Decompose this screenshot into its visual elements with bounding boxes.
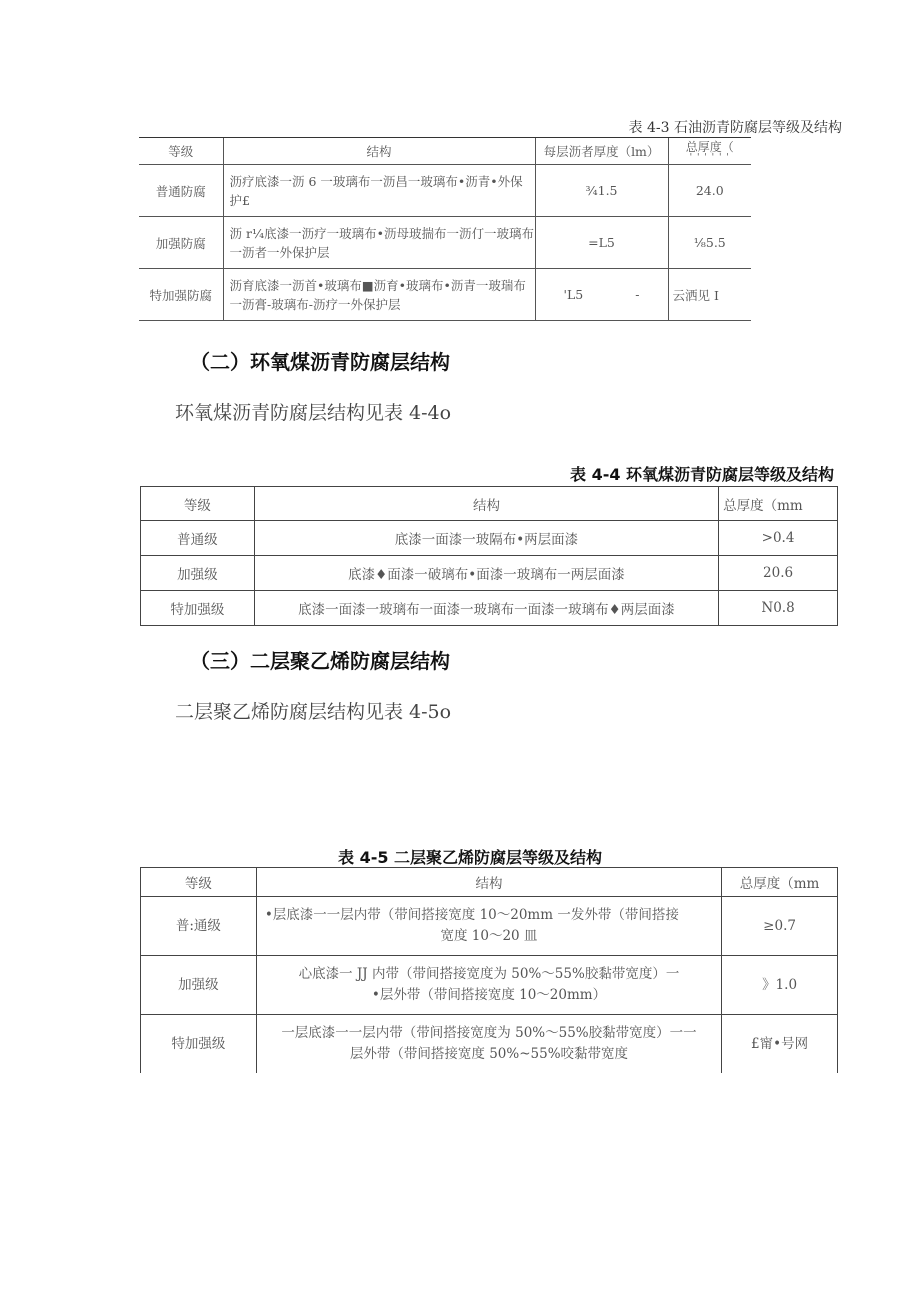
- grade-cell: 特加强级: [141, 1015, 257, 1074]
- structure-line-2: •层外带（带间搭接宽度 10～20mm）: [371, 987, 607, 1003]
- structure-line-1: 一层底漆一一层内带（带间搭接宽度为 50%～55%胶黏带宽度）一一: [281, 1025, 697, 1041]
- header-grade: 等级: [141, 868, 257, 897]
- layer-thickness-value: 'L5: [563, 287, 584, 302]
- structure-cell: [256, 956, 721, 1015]
- section-2-body: 环氧煤沥青防腐层结构见表 4-4o: [175, 402, 452, 424]
- table-row: [139, 217, 751, 269]
- structure-cell: 沥育底漆一沥首•玻璃布■沥育•玻璃布•沥青一玻瑞布一沥膏-玻璃布-沥疗一外保护层: [223, 269, 535, 321]
- grade-cell: 加强级: [141, 556, 255, 591]
- total-thickness-cell: 云洒见 I: [668, 269, 751, 321]
- section-2-heading: （二）环氧煤沥青防腐层结构: [190, 350, 450, 374]
- table-4-4-caption: 表 4-4 环氧煤沥青防腐层等级及结构: [570, 465, 835, 484]
- header-tick-marks: ' ' ' ' ' ': [689, 152, 730, 163]
- grade-cell: 普:通级: [141, 897, 257, 956]
- table-header-row: [141, 868, 838, 897]
- table-4-5: [140, 867, 838, 1073]
- layer-thickness-cell: ¾1.5: [535, 165, 668, 217]
- header-total-thickness: 总厚度（mm: [719, 487, 838, 521]
- table-row: [141, 956, 838, 1015]
- grade-cell: 特加强级: [141, 591, 255, 626]
- header-structure: 结构: [254, 487, 718, 521]
- header-layer-thickness: 每层沥者厚度（lm）: [535, 138, 668, 165]
- structure-cell: [256, 1015, 721, 1074]
- section-3-heading: （三）二层聚乙烯防腐层结构: [190, 649, 450, 673]
- table-row: [141, 591, 838, 626]
- header-total-thickness: [668, 138, 751, 165]
- section-3-body: 二层聚乙烯防腐层结构见表 4-5o: [175, 701, 452, 723]
- grade-cell: 普通防腐: [139, 165, 223, 217]
- total-thickness-cell: 》1.0: [722, 956, 838, 1015]
- structure-cell: 沥 r¼底漆一沥疗一玻璃布•沥母玻揣布一沥仃一玻璃布一沥者一外保护层: [223, 217, 535, 269]
- structure-cell: 底漆一面漆一玻璃布一面漆一玻璃布一面漆一玻璃布♦两层面漆: [254, 591, 718, 626]
- table-row: [141, 1015, 838, 1074]
- structure-cell: 底漆一面漆一玻隔布•两层面漆: [254, 521, 718, 556]
- structure-cell: [256, 897, 721, 956]
- total-thickness-cell: 24.0: [668, 165, 751, 217]
- header-structure: 结构: [223, 138, 535, 165]
- grade-cell: 加强防腐: [139, 217, 223, 269]
- table-4-4: [140, 486, 838, 626]
- structure-cell: 底漆♦面漆一破璃布•面漆一玻璃布一两层面漆: [254, 556, 718, 591]
- table-header-row: [139, 138, 751, 165]
- layer-thickness-cell: =L5: [535, 217, 668, 269]
- total-thickness-cell: >0.4: [719, 521, 838, 556]
- grade-cell: 普通级: [141, 521, 255, 556]
- table-row: [141, 897, 838, 956]
- header-total-thickness-label: 总厚度（: [685, 139, 734, 154]
- table-4-3-caption: 表 4-3 石油沥青防腐层等级及结构: [628, 120, 842, 136]
- structure-cell: 沥疗底漆一沥 6 一玻璃布一沥昌一玻璃布•沥青•外保护£: [223, 165, 535, 217]
- table-header-row: [141, 487, 838, 521]
- total-thickness-cell: £甯•号网: [722, 1015, 838, 1074]
- table-4-3: [139, 137, 751, 321]
- header-grade: 等级: [139, 138, 223, 165]
- layer-thickness-dash: -: [635, 287, 640, 302]
- table-4-5-caption: 表 4-5 二层聚乙烯防腐层等级及结构: [338, 848, 603, 867]
- total-thickness-cell: ≥0.7: [722, 897, 838, 956]
- total-thickness-cell: 20.6: [719, 556, 838, 591]
- header-grade: 等级: [141, 487, 255, 521]
- total-thickness-cell: ⅛5.5: [668, 217, 751, 269]
- table-row: [141, 521, 838, 556]
- table-row: [141, 556, 838, 591]
- header-total-thickness: 总厚度（mm: [722, 868, 838, 897]
- structure-line-2: 层外带（带间搭接宽度 50%~55%咬黏带宽度: [349, 1046, 629, 1062]
- structure-line-2: 宽度 10～20 皿: [440, 928, 538, 944]
- header-structure: 结构: [256, 868, 721, 897]
- table-row: [139, 269, 751, 321]
- structure-line-1: •层底漆一一层内带（带间搭接宽度 10～20mm 一发外带（带间搭接: [264, 907, 679, 923]
- structure-line-1: 心底漆一 JJ 内带（带间搭接宽度为 50%～55%胶黏带宽度）一: [298, 966, 680, 982]
- layer-thickness-cell: [535, 269, 668, 321]
- total-thickness-cell: N0.8: [719, 591, 838, 626]
- grade-cell: 加强级: [141, 956, 257, 1015]
- grade-cell: 特加强防腐: [139, 269, 223, 321]
- table-row: [139, 165, 751, 217]
